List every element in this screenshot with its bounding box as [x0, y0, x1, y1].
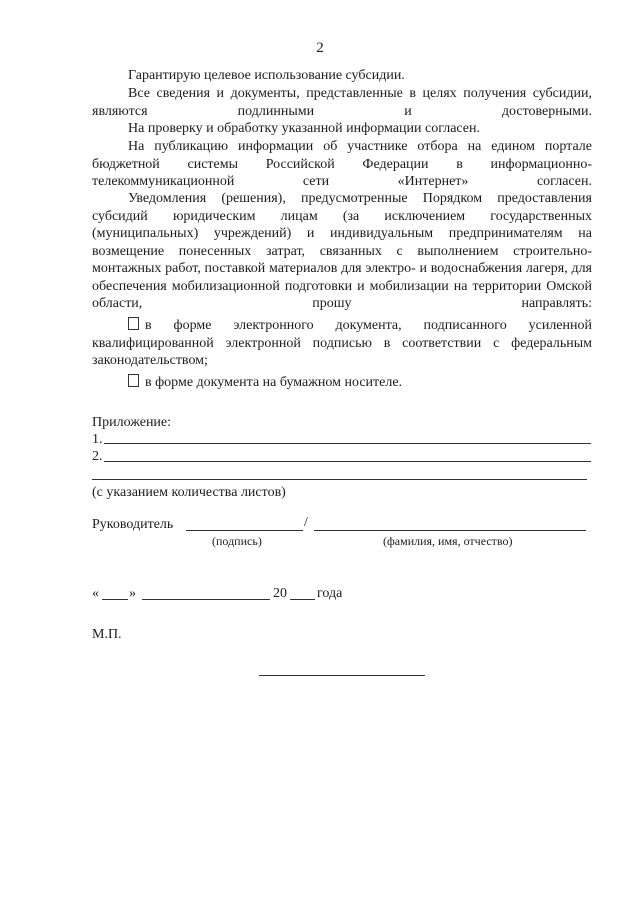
signature-label: Руководитель	[92, 517, 174, 532]
checkbox-paper[interactable]	[128, 374, 139, 387]
full-name-line[interactable]	[314, 530, 586, 531]
signature-caption: (подпись)	[212, 534, 262, 548]
option-paper-label: в форме документа на бумажном носителе.	[145, 375, 403, 390]
page-number: 2	[316, 40, 324, 56]
date-close-quote: »	[129, 586, 136, 601]
checkbox-electronic[interactable]	[128, 317, 139, 330]
date-suffix: года	[317, 586, 343, 601]
attachment-extra-line[interactable]	[92, 479, 587, 480]
date-year-prefix: 20	[273, 586, 287, 601]
full-name-caption: (фамилия, имя, отчество)	[383, 534, 513, 548]
option-paper	[92, 374, 592, 392]
paragraph-processing-consent: На проверку и обработку указанной информации согласен.	[128, 121, 481, 136]
stamp-placeholder: М.П.	[92, 627, 122, 642]
attachment-note: (с указанием количества листов)	[92, 485, 286, 500]
attachment-item-1-number: 1.	[92, 432, 103, 447]
attachment-item-2-line[interactable]	[104, 461, 591, 462]
signature-line[interactable]	[186, 530, 303, 531]
date-day-line[interactable]	[102, 599, 128, 600]
date-month-line[interactable]	[142, 599, 270, 600]
attachment-title: Приложение:	[92, 415, 172, 430]
date-year-line[interactable]	[290, 599, 315, 600]
date-open-quote: «	[92, 586, 99, 601]
paragraph-notifications: Уведомления (решения), предусмотренные Порядком предоставления субсидий юридическим лицам (за исключением государственных (муниципальных) учреждений) и индивидуальным предпринимателям на возмещение понесенных затрат, связанных с выполнением строительно-монтажных работ, поставкой материалов для электро- и водоснабжения лагеря, для обеспечения мобилизационной подготовки и мобилизации на территории Омской области, прошу направлять:	[92, 191, 592, 311]
paragraph-authenticity: Все сведения и документы, представленные в целях получения субсидии, являются подлинными и достоверными.	[92, 86, 592, 119]
attachment-item-1-line[interactable]	[104, 443, 591, 444]
signature-separator: /	[304, 515, 308, 530]
attachment-item-2-number: 2.	[92, 449, 103, 464]
document-end-divider	[259, 675, 425, 676]
paragraph-guarantee: Гарантирую целевое использование субсидии.	[128, 68, 405, 83]
option-electronic-label: в форме электронного документа, подписанного усиленной квалифицированной электронной подписью в соответствии с федеральным законодательством;	[92, 318, 592, 368]
option-electronic	[92, 317, 592, 370]
paragraph-publication-consent: На публикацию информации об участнике отбора на едином портале бюджетной системы Российской Федерации в информационно-телекоммуникационной сети «Интернет» согласен.	[92, 139, 592, 189]
